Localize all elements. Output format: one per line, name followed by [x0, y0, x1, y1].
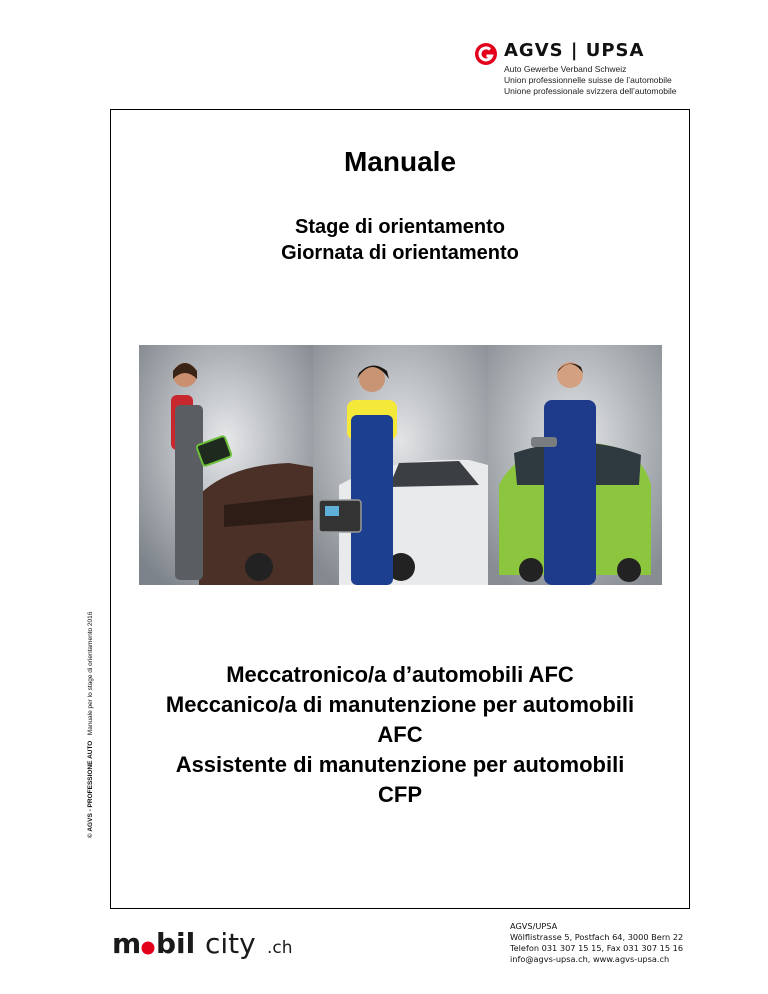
svg-text:city: city: [205, 927, 256, 960]
footer-line-1: AGVS/UPSA: [510, 921, 558, 931]
svg-text:m: m: [112, 927, 142, 960]
profession-3-level: CFP: [378, 782, 422, 807]
mobilcity-logo: [112, 923, 312, 963]
svg-text:.ch: .ch: [267, 938, 293, 958]
footer-line-2: Wölflistrasse 5, Postfach 64, 3000 Bern 22: [510, 932, 684, 942]
professions-list: [110, 660, 690, 810]
sidebar-right: Manuale per lo stage di orientamento 2016: [87, 611, 94, 736]
subtitle: [110, 214, 690, 266]
cover-photo: [139, 345, 662, 585]
profession-2-level: AFC: [377, 722, 423, 747]
footer-line-3: Telefon 031 307 15 15, Fax 031 307 15 16: [510, 943, 684, 953]
footer-line-4: info@agvs-upsa.ch, www.agvs-upsa.ch: [510, 954, 670, 964]
vertical-footer-text: [87, 612, 94, 838]
logo-brand: AGVS | UPSA: [504, 40, 645, 61]
logo-subtitle: Auto Gewerbe Verband Schweiz Union professionnelle suisse de l’automobile Unione professionale svizzera dell’automobile: [504, 64, 677, 96]
agvs-logo-icon: [474, 42, 498, 66]
sidebar-left: © AGVS - PROFESSIONE AUTO: [87, 740, 94, 838]
profession-1: Meccatronico/a d’automobili AFC: [226, 662, 574, 687]
subtitle-line-2: Giornata di orientamento: [281, 242, 519, 264]
agvs-logo: [474, 40, 714, 100]
footer-address: [510, 921, 683, 965]
subtitle-line-1: Stage di orientamento: [294, 216, 506, 238]
profession-2: Meccanico/a di manutenzione per automobili: [165, 692, 635, 717]
svg-text:bil: bil: [156, 927, 196, 960]
profession-3: Assistente di manutenzione per automobili: [175, 752, 625, 777]
page-title: Manuale: [343, 146, 457, 177]
